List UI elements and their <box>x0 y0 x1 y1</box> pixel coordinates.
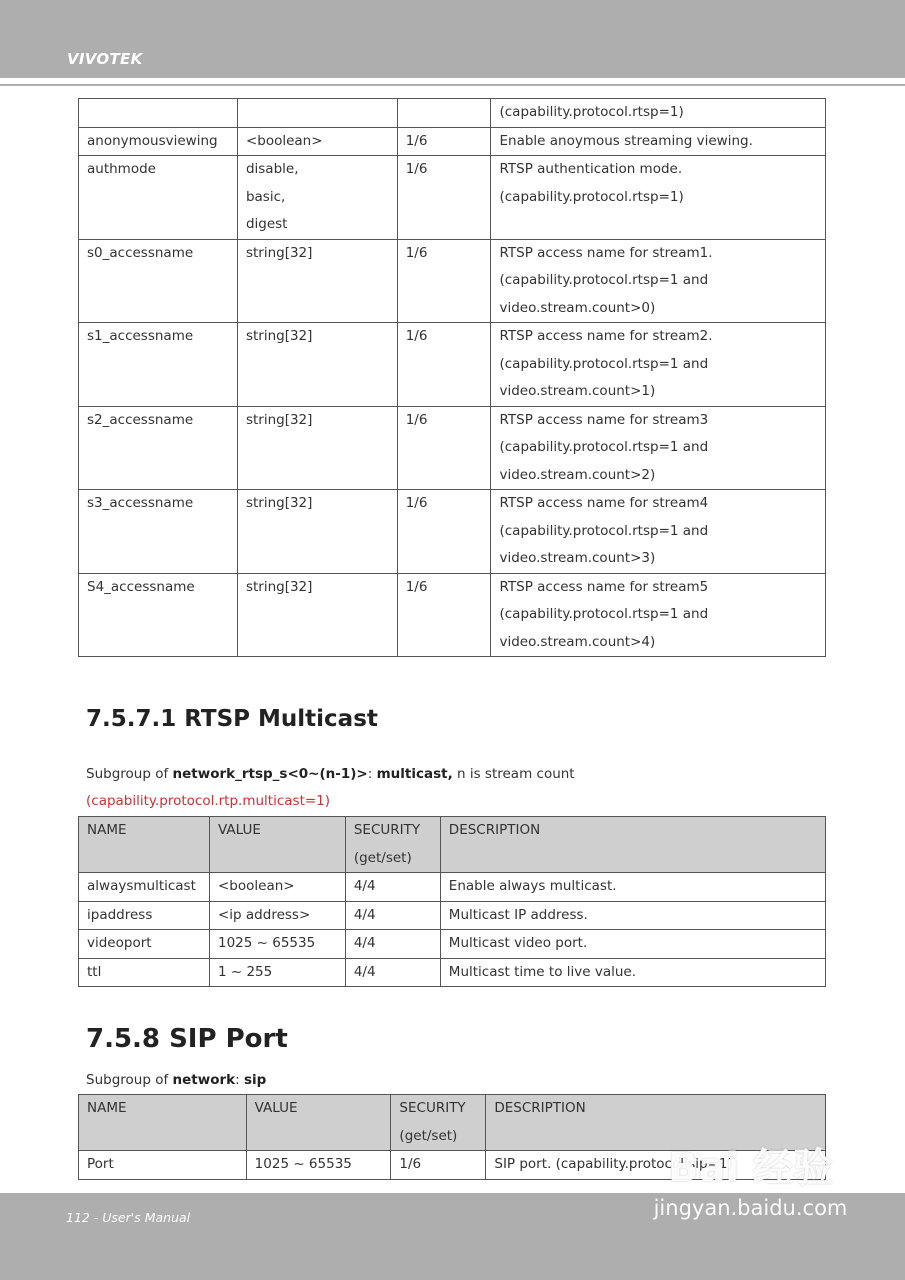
table-row <box>79 873 826 902</box>
table-row <box>79 958 826 987</box>
cell-line: disable, <box>245 161 299 177</box>
watermark-logo: Bai 经验 <box>667 1145 834 1191</box>
cell-value <box>237 127 397 156</box>
table-row <box>79 406 826 490</box>
cell-security <box>397 573 491 657</box>
cell-value <box>237 573 397 657</box>
cell-name <box>79 99 238 128</box>
cell-line: anonymousviewing <box>87 132 218 149</box>
cell-line: 1/6 <box>405 244 428 261</box>
header-security <box>391 1095 486 1151</box>
cell-line: (capability.protocol.rtsp=1 and <box>499 522 709 539</box>
cell-line: 1/6 <box>405 411 428 428</box>
cell-value <box>237 239 397 323</box>
cell-description: Multicast video port. <box>440 930 825 959</box>
cell-line: s1_accessname <box>87 328 194 344</box>
cell-security <box>397 239 491 323</box>
cell-line: (capability.protocol.rtsp=1 and <box>499 355 709 372</box>
capability-note-multicast: (capability.protocol.rtp.multicast=1) <box>86 793 331 809</box>
cell-value <box>237 323 397 407</box>
cell-description <box>491 323 826 407</box>
subgroup-separator: : <box>235 1072 244 1088</box>
cell-line <box>87 99 229 127</box>
cell-security <box>397 490 491 574</box>
table-row <box>79 930 826 959</box>
header-security-line: SECURITY <box>399 1100 466 1116</box>
cell-line: (capability.protocol.rtsp=1) <box>499 104 684 120</box>
cell-description <box>491 99 826 128</box>
header-security-line: (get/set) <box>353 849 412 866</box>
cell-line: RTSP access name for stream4 <box>499 495 709 511</box>
header-description: DESCRIPTION <box>440 817 825 873</box>
cell-name: ipaddress <box>79 901 210 930</box>
cell-line: RTSP access name for stream5 <box>499 578 709 595</box>
header-description: DESCRIPTION <box>486 1095 826 1151</box>
brand-logo: VIVOTEK <box>67 50 143 68</box>
cell-line <box>406 99 483 127</box>
cell-name <box>79 239 238 323</box>
cell-value: 1025 ~ 65535 <box>209 930 345 959</box>
baidu-watermark <box>648 1143 853 1243</box>
subgroup-suffix: n is stream count <box>452 766 575 782</box>
cell-line: S4_accessname <box>87 578 195 595</box>
cell-security: 4/4 <box>345 930 440 959</box>
subgroup-group: network_rtsp_s<0~(n-1)> <box>172 766 368 782</box>
header-security <box>345 817 440 873</box>
section-title-rtsp-multicast: 7.5.7.1 RTSP Multicast <box>86 706 378 732</box>
header-security-line: SECURITY <box>353 822 421 838</box>
cell-name <box>79 156 238 240</box>
cell-line: 1/6 <box>405 578 428 595</box>
cell-line <box>246 99 389 127</box>
cell-description <box>491 127 826 156</box>
cell-line: (capability.protocol.rtsp=1 and <box>499 272 709 288</box>
header-divider <box>0 84 905 86</box>
cell-description <box>491 573 826 657</box>
cell-line: (capability.protocol.rtsp=1) <box>499 188 684 205</box>
cell-line: (capability.protocol.rtsp=1 and <box>499 606 709 622</box>
cell-name: Port <box>79 1151 247 1180</box>
cell-line: 1/6 <box>405 328 428 344</box>
table-row <box>79 99 826 128</box>
cell-line: video.stream.count>4) <box>499 633 656 650</box>
cell-line: video.stream.count>2) <box>499 466 656 483</box>
table-row <box>79 573 826 657</box>
cell-security <box>397 156 491 240</box>
subgroup-prefix: Subgroup of <box>86 766 173 782</box>
cell-description: Enable always multicast. <box>440 873 825 902</box>
section-title-sip-port: 7.5.8 SIP Port <box>86 1024 288 1054</box>
cell-line: s0_accessname <box>87 244 194 261</box>
cell-line: <boolean> <box>245 132 323 149</box>
cell-line: string[32] <box>245 578 313 595</box>
cell-security: 4/4 <box>345 901 440 930</box>
cell-line: 1/6 <box>405 161 428 177</box>
cell-description: SIP port. (capability.protocol.sip=1) <box>486 1151 826 1180</box>
cell-description: Multicast time to live value. <box>440 958 825 987</box>
subgroup-name: multicast, <box>376 766 453 782</box>
header-security-line: (get/set) <box>399 1127 458 1144</box>
cell-security: 4/4 <box>345 873 440 902</box>
table-row <box>79 901 826 930</box>
page-number: 112 - User's Manual <box>66 1210 191 1225</box>
cell-line: string[32] <box>245 495 313 511</box>
cell-line: RTSP access name for stream1. <box>499 244 713 261</box>
cell-description: Multicast IP address. <box>440 901 825 930</box>
cell-line: (capability.protocol.rtsp=1 and <box>499 439 709 455</box>
cell-name <box>79 490 238 574</box>
cell-line: Enable anoymous streaming viewing. <box>499 132 753 149</box>
cell-security: 1/6 <box>391 1151 486 1180</box>
cell-value <box>237 406 397 490</box>
table-row <box>79 490 826 574</box>
cell-line: basic, <box>245 188 286 205</box>
cell-name <box>79 127 238 156</box>
cell-line: RTSP authentication mode. <box>499 161 683 177</box>
cell-line: digest <box>245 216 288 232</box>
multicast-params-table <box>78 816 826 987</box>
cell-value: <boolean> <box>209 873 345 902</box>
cell-name <box>79 406 238 490</box>
table-row <box>79 239 826 323</box>
header-name: NAME <box>79 817 210 873</box>
cell-name: videoport <box>79 930 210 959</box>
cell-security <box>397 323 491 407</box>
header-value: VALUE <box>246 1095 391 1151</box>
cell-security: 4/4 <box>345 958 440 987</box>
rtsp-params-table <box>78 98 826 657</box>
cell-security <box>397 99 491 128</box>
cell-line: authmode <box>87 161 156 177</box>
header-name: NAME <box>79 1095 247 1151</box>
cell-line: string[32] <box>245 328 313 344</box>
cell-line: video.stream.count>3) <box>499 550 656 566</box>
cell-description <box>491 490 826 574</box>
cell-name: alwaysmulticast <box>79 873 210 902</box>
cell-line: video.stream.count>0) <box>499 299 656 316</box>
cell-line: 1/6 <box>405 132 428 149</box>
cell-value <box>237 490 397 574</box>
cell-name: ttl <box>79 958 210 987</box>
cell-line: s3_accessname <box>87 495 194 511</box>
cell-line: video.stream.count>1) <box>499 383 656 399</box>
header-value: VALUE <box>209 817 345 873</box>
cell-security <box>397 127 491 156</box>
cell-name <box>79 323 238 407</box>
cell-line: RTSP access name for stream3 <box>499 411 709 428</box>
table-row <box>79 323 826 407</box>
cell-value: <ip address> <box>209 901 345 930</box>
watermark-url: jingyan.baidu.com <box>653 1196 848 1220</box>
cell-value <box>237 156 397 240</box>
cell-description <box>491 239 826 323</box>
subgroup-line-multicast <box>86 766 575 782</box>
cell-name <box>79 573 238 657</box>
subgroup-name: sip <box>243 1072 267 1088</box>
cell-line: 1/6 <box>405 495 428 511</box>
subgroup-line-sip <box>86 1072 266 1088</box>
cell-description <box>491 156 826 240</box>
subgroup-separator: : <box>367 766 377 782</box>
table-row <box>79 156 826 240</box>
table-row <box>79 127 826 156</box>
cell-value: 1025 ~ 65535 <box>246 1151 391 1180</box>
cell-description <box>491 406 826 490</box>
cell-line: RTSP access name for stream2. <box>499 328 713 344</box>
cell-value <box>237 99 397 128</box>
cell-line: string[32] <box>245 411 313 428</box>
cell-line: string[32] <box>245 244 313 261</box>
cell-security <box>397 406 491 490</box>
cell-value: 1 ~ 255 <box>209 958 345 987</box>
subgroup-group: network <box>172 1072 236 1088</box>
cell-line: s2_accessname <box>87 411 194 428</box>
subgroup-prefix: Subgroup of <box>86 1072 173 1088</box>
header-bar <box>0 0 905 78</box>
table-header-row <box>79 817 826 873</box>
